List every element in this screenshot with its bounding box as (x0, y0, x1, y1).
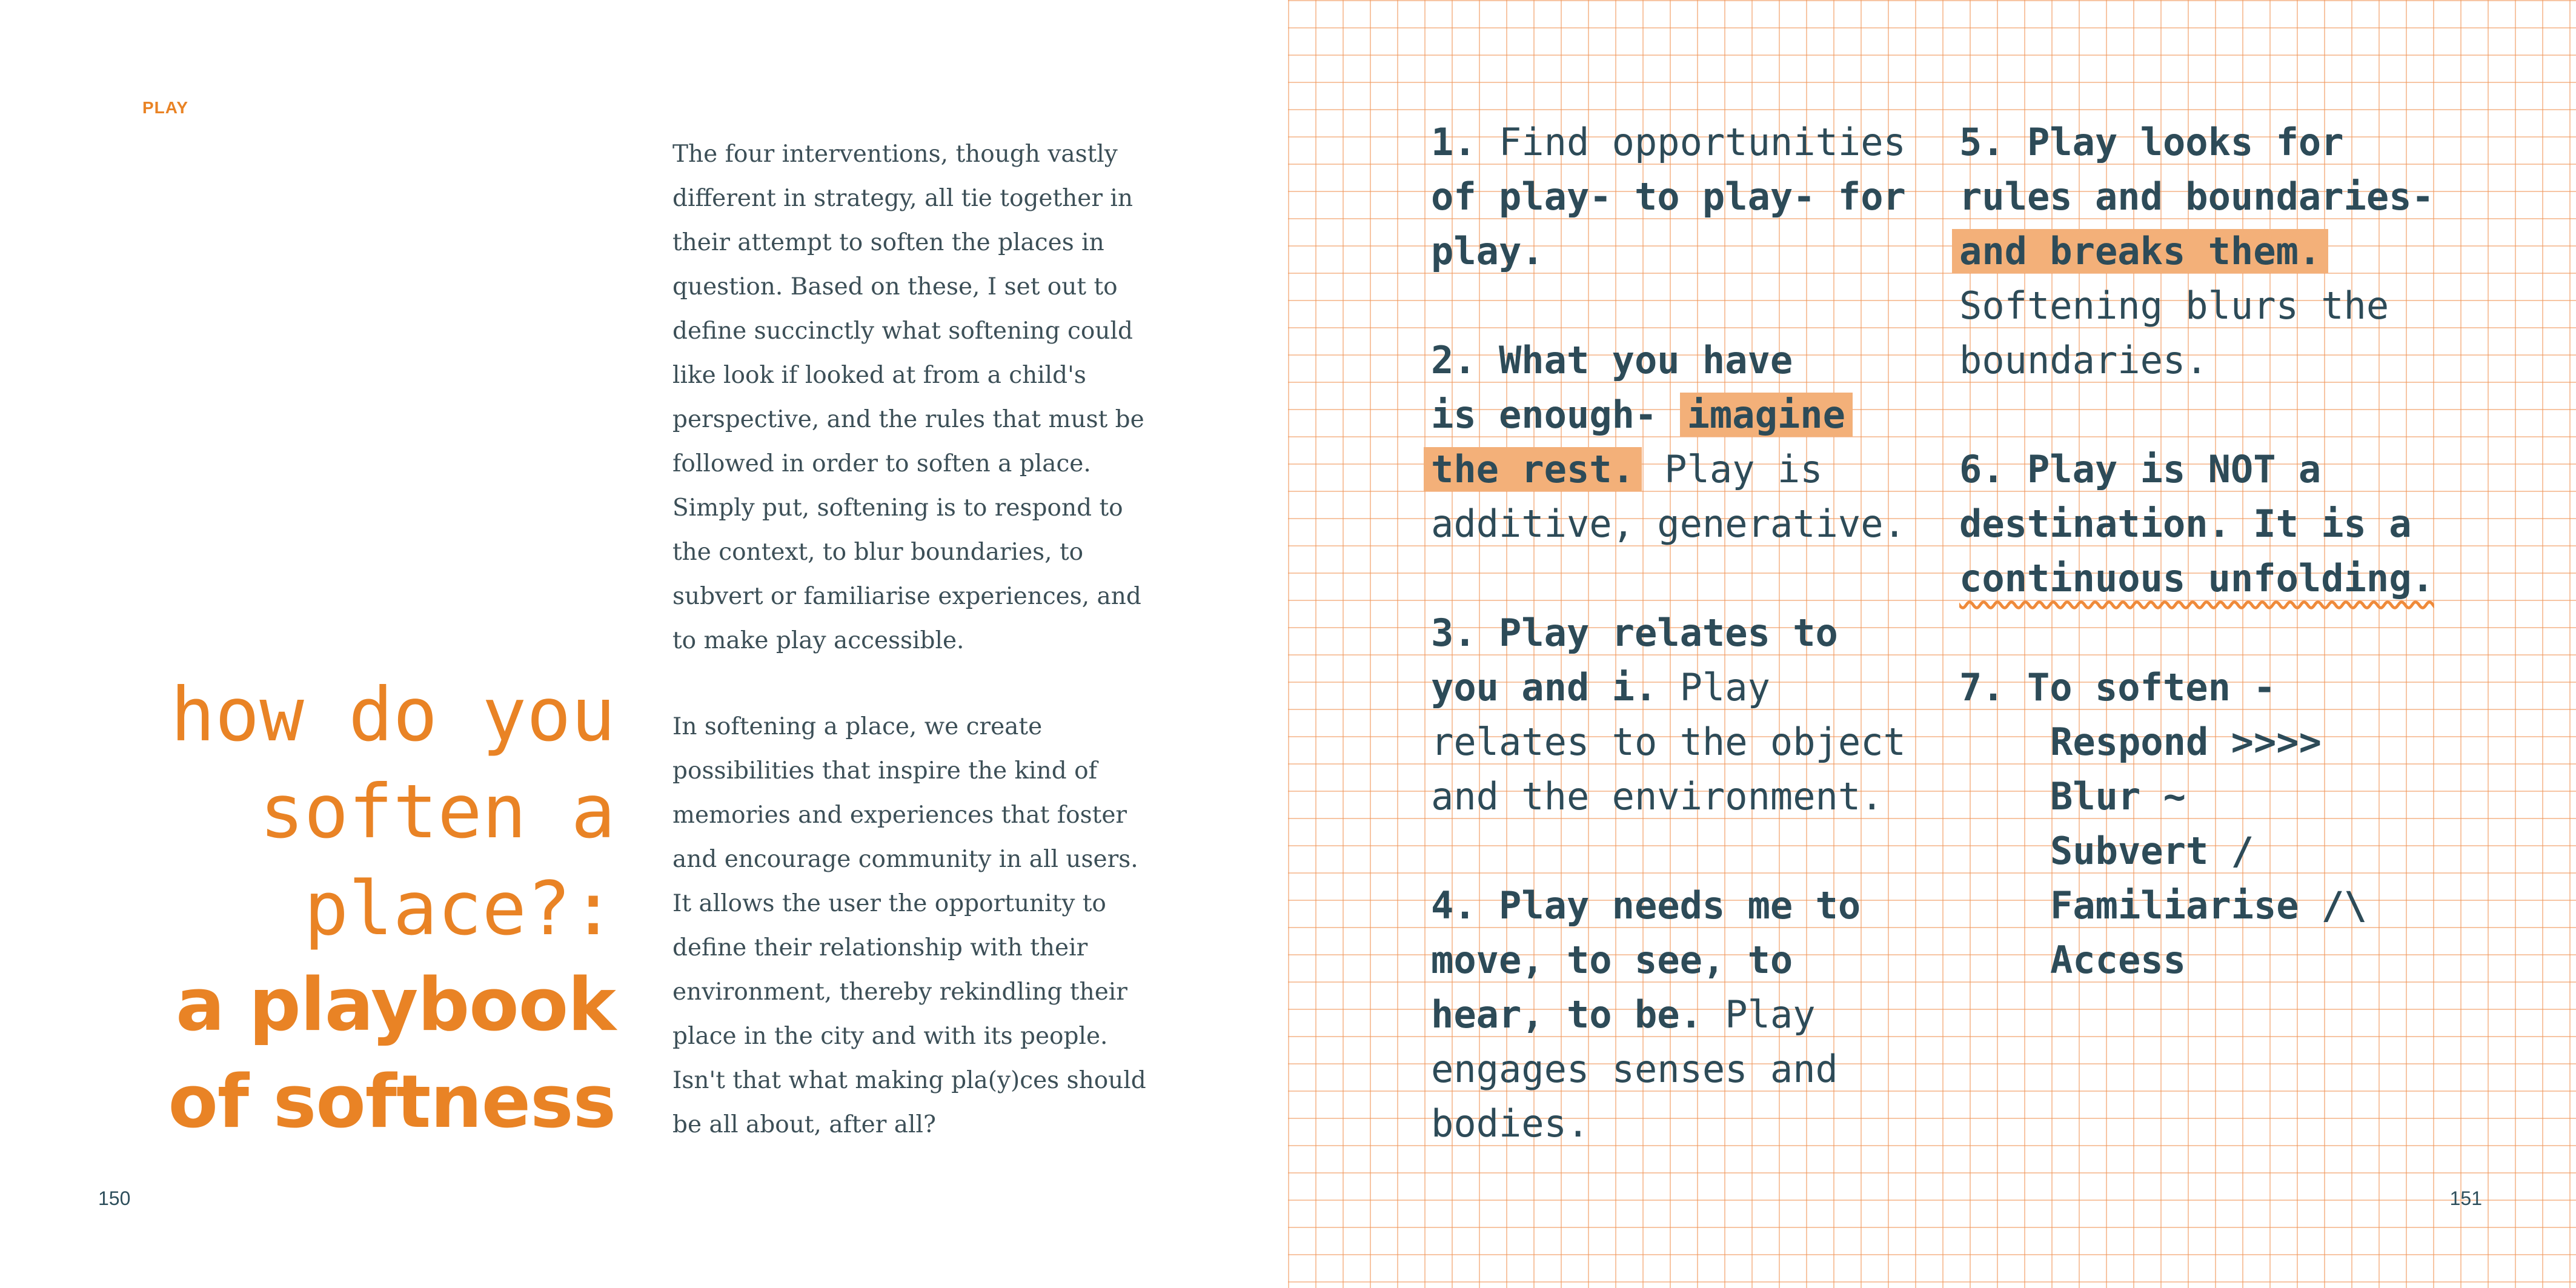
rule-line: play. (1431, 229, 1544, 273)
paragraph-text: In softening a place, we create possibilities that inspire the kind of memories and experiences that foster and encourage community in all users. It allows the user the opportunity to define their relationship with their environment, thereby rekindling their place in the city and with its people. Isn't that what making pla(y)ces should be all about, after all? (672, 713, 1146, 1138)
rule-1 (1431, 115, 1958, 279)
rule-line: engages senses and (1431, 1047, 1838, 1091)
rule-text: Play (1679, 665, 1770, 709)
paragraph-text: The four interventions, though vastly different in strategy, all tie together in their attempt to soften the places in question. Based on these, I set out to define succinctly what softening could like look if looked at from a child's perspective, and the rules that must be followed in order to soften a place. Simply put, softening is to respond to the context, to blur boundaries, to subvert or familiarise experiences, and to make play accessible. (672, 141, 1144, 654)
title-bold-line-1: a playbook (176, 963, 616, 1047)
rule-7 (1959, 660, 2486, 988)
rule-line: boundaries. (1959, 338, 2208, 382)
soften-step-respond: Respond >>>> (2050, 720, 2322, 764)
page-number-left: 150 (98, 1187, 131, 1209)
rule-line: additive, generative. (1431, 502, 1906, 546)
rule-line: rules and boundaries- (1959, 174, 2434, 219)
page-number-right: 151 (2449, 1187, 2482, 1209)
rule-line (1431, 442, 1958, 497)
rule-line: 6. Play is NOT a (1959, 447, 2322, 491)
rule-line (1431, 388, 1958, 442)
rule-line (1431, 660, 1958, 715)
title-line-3: place?: (304, 866, 616, 952)
rule-line: Softening blurs the (1959, 284, 2389, 328)
rule-text: Play (1725, 992, 1816, 1037)
rule-line: 5. Play looks for (1959, 120, 2344, 164)
rule-2 (1431, 333, 1958, 551)
rule-text: you and i. (1431, 665, 1658, 709)
highlighted-text: the rest. (1424, 447, 1642, 491)
rule-line: destination. It is a (1959, 502, 2412, 546)
rule-line: relates to the object (1431, 720, 1906, 764)
section-label: PLAY (142, 98, 189, 117)
rule-text: Play is (1664, 447, 1823, 491)
rule-line (1431, 988, 1958, 1042)
rule-line: 2. What you have (1431, 338, 1793, 382)
rule-line: bodies. (1431, 1101, 1590, 1146)
highlighted-text: and breaks them. (1952, 229, 2328, 273)
rule-4 (1431, 878, 1958, 1151)
rule-line: 4. Play needs me to (1431, 883, 1861, 928)
rule-line: move, to see, to (1431, 938, 1793, 982)
rule-line: and the environment. (1431, 774, 1884, 818)
page-title (70, 666, 616, 1151)
rule-line: 3. Play relates to (1431, 611, 1838, 655)
rule-line (1431, 115, 1958, 170)
rule-line: of play- to play- for (1431, 174, 1906, 219)
rule-line (1959, 551, 2486, 606)
title-line-2: soften a (259, 769, 616, 855)
soften-step-familiarise: Familiarise /\ (2050, 883, 2367, 928)
rules-column-2 (1959, 115, 2486, 1042)
title-line-1: how do you (170, 672, 616, 758)
rule-3 (1431, 606, 1958, 824)
soften-step-access: Access (2050, 938, 2186, 982)
rules-column-1 (1431, 115, 1958, 1206)
body-paragraph-1 (672, 132, 1157, 663)
soften-step-blur: Blur ~ (2050, 774, 2186, 818)
wavy-underlined-text: continuous unfolding. (1959, 556, 2434, 600)
soften-step-subvert: Subvert / (2050, 829, 2254, 873)
body-paragraph-2 (672, 705, 1157, 1147)
rule-text: is enough- (1431, 393, 1658, 437)
rule-text: Find opportunities (1498, 120, 1906, 164)
title-bold-line-2: of softness (168, 1060, 616, 1144)
rule-6 (1959, 442, 2486, 606)
rule-line (1959, 224, 2486, 279)
highlighted-text: imagine (1680, 393, 1853, 437)
rule-text: hear, to be. (1431, 992, 1702, 1037)
rule-number: 1. (1431, 120, 1476, 164)
rule-heading: 7. To soften - (1959, 665, 2276, 709)
rule-5 (1959, 115, 2486, 388)
